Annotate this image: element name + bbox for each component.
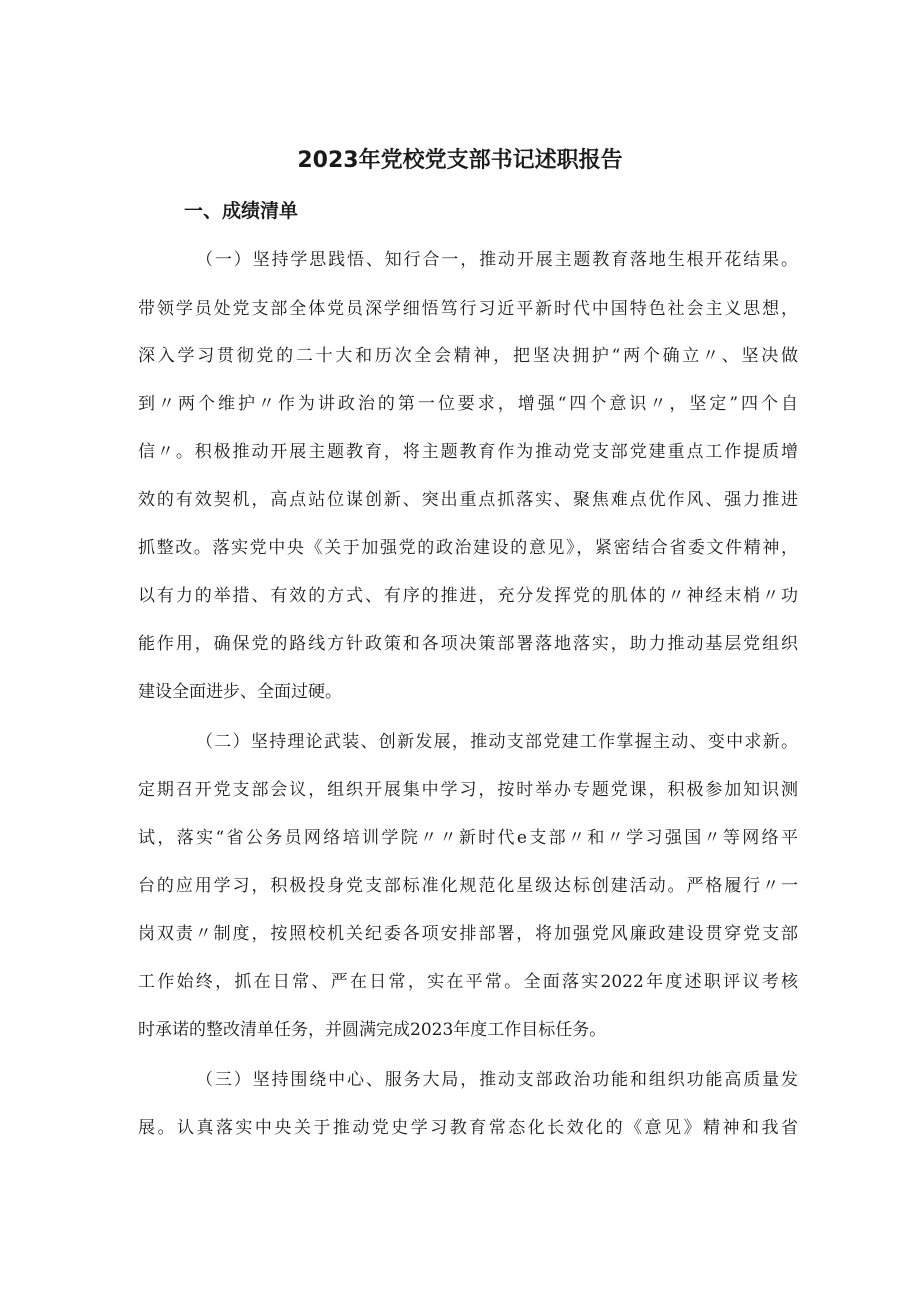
paragraph-2-line-5: 岗双责〃制度，按照校机关纪委各项安排部署，将加强党风廉政建设贯穿党支部 <box>138 924 798 944</box>
paragraph-1-line-9: 能作用，确保党的路线方针政策和各项决策部署落地落实，助力推动基层党组织 <box>138 634 798 654</box>
document-title: 2023年党校党支部书记述职报告 <box>297 148 623 173</box>
paragraph-3-line-2: 展。认真落实中央关于推动党史学习教育常态化长效化的《意见》精神和我省 <box>138 1118 798 1138</box>
paragraph-1-line-1: （一）坚持学思践悟、知行合一，推动开展主题教育落地生根开花结果。 <box>196 250 798 270</box>
paragraph-1-line-4: 到〃两个维护〃作为讲政治的第一位要求，增强“四个意识〃，坚定”四个自 <box>138 394 798 414</box>
paragraph-3-line-1: （三）坚持围绕中心、服务大局，推动支部政治功能和组织功能高质量发 <box>196 1070 798 1090</box>
paragraph-2-line-6: 工作始终，抓在日常、严在日常，实在平常。全面落实2022年度述职评议考核 <box>138 972 798 992</box>
paragraph-1-line-3: 深入学习贯彻党的二十大和历次全会精神，把坚决拥护“两个确立〃、坚决做 <box>138 346 798 366</box>
paragraph-1-line-5: 信〃。积极推动开展主题教育，将主题教育作为推动党支部党建重点工作提质增 <box>138 442 798 462</box>
paragraph-1-line-10: 建设全面进步、全面过硬。 <box>138 682 342 702</box>
paragraph-2-line-7: 时承诺的整改清单任务，并圆满完成2023年度工作目标任务。 <box>138 1020 607 1040</box>
paragraph-1-line-2: 带领学员处党支部全体党员深学细悟笃行习近平新时代中国特色社会主义思想， <box>138 299 798 319</box>
paragraph-2-line-1: （二）坚持理论武装、创新发展，推动支部党建工作掌握主动、变中求新。 <box>196 732 798 752</box>
paragraph-2-line-4: 台的应用学习，积极投身党支部标准化规范化星级达标创建活动。严格履行〃一 <box>138 876 798 896</box>
section-heading: 一、成绩清单 <box>184 200 299 222</box>
paragraph-1-line-7: 抓整改。落实党中央《关于加强党的政治建设的意见》，紧密结合省委文件精神， <box>138 538 798 558</box>
paragraph-1-line-6: 效的有效契机，高点站位谋创新、突出重点抓落实、聚焦难点优作风、强力推进 <box>138 490 798 510</box>
paragraph-2-line-2: 定期召开党支部会议，组织开展集中学习，按时举办专题党课，积极参加知识测 <box>138 780 798 800</box>
paragraph-1-line-8: 以有力的举措、有效的方式、有序的推进，充分发挥党的肌体的〃神经末梢〃功 <box>138 586 798 606</box>
paragraph-2-line-3: 试，落实“省公务员网络培训学院〃〃新时代e支部〃和〃学习强国〃等网络平 <box>138 828 798 848</box>
